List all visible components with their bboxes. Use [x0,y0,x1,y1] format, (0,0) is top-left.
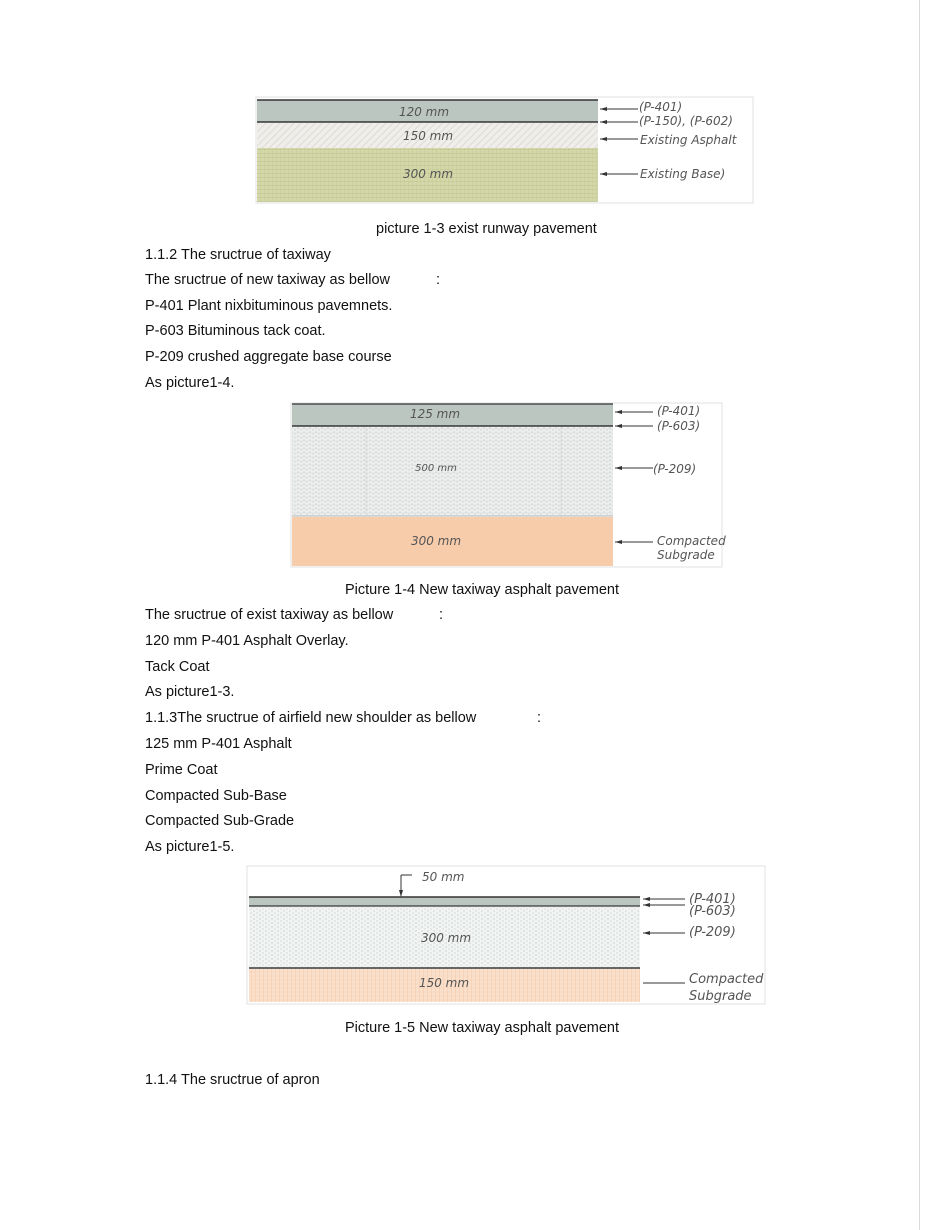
label-p603: (P-603) [689,904,736,919]
reference-text: As picture1-5. [145,839,235,855]
new-taxiway-colon: : [436,272,441,288]
dimension-50mm: 50 mm [422,870,465,884]
caption-figure-1-4: Picture 1-4 New taxiway asphalt pavement [345,582,620,598]
figure-1-5 [247,866,767,1006]
layer-thickness-300: 300 mm [402,167,454,181]
list-item: Tack Coat [145,659,210,675]
list-item: Compacted Sub-Grade [145,813,295,829]
exist-taxiway-colon: : [439,607,444,623]
caption-figure-1-3: picture 1-3 exist runway pavement [376,221,597,237]
label-p209: (P-209) [689,925,736,940]
exist-taxiway-intro: The sructrue of exist taxiway as bellow [145,607,394,623]
figure-1-5-drawing [247,866,767,1006]
list-item: 120 mm P-401 Asphalt Overlay. [145,633,349,649]
page-edge [919,0,920,1230]
list-item: P-209 crushed aggregate base course [145,349,392,365]
label-p401: (P-401) [657,404,701,418]
label-compacted: Compacted [657,534,726,548]
label-p401: (P-401) [689,892,736,907]
figure-1-3 [256,97,756,205]
layer-thickness-150: 150 mm [418,976,470,990]
list-item: P-401 Plant nixbituminous pavemnets. [145,298,393,314]
figure-1-4 [291,403,731,569]
list-item: Compacted Sub-Base [145,788,287,804]
layer-thickness-125: 125 mm [409,407,461,421]
list-item: 125 mm P-401 Asphalt [145,736,292,752]
label-existing-base: Existing Base) [640,167,726,181]
layer-thickness-150: 150 mm [402,129,454,143]
layer-thickness-500: 500 mm [415,463,457,474]
label-p150-p602: (P-150), (P-602) [639,114,733,128]
heading-1-1-2: 1.1.2 The sructrue of taxiway [145,247,331,263]
label-subgrade: Subgrade [657,548,715,562]
label-p209: (P-209) [653,462,697,476]
new-taxiway-intro: The sructrue of new taxiway as bellow [145,272,390,288]
label-p401: (P-401) [639,100,683,114]
list-item: P-603 Bituminous tack coat. [145,323,326,339]
heading-1-1-3: 1.1.3The sructrue of airfield new shoulder as bellow [145,710,477,726]
layer-thickness-300: 300 mm [420,931,472,945]
heading-1-1-4: 1.1.4 The sructrue of apron [145,1072,320,1088]
layer-p401 [249,897,640,906]
label-existing-asphalt: Existing Asphalt [640,133,737,147]
label-compacted: Compacted [689,972,764,987]
reference-text: As picture1-3. [145,684,235,700]
layer-thickness-120: 120 mm [398,105,450,119]
label-p603: (P-603) [657,419,701,433]
layer-thickness-300: 300 mm [410,534,462,548]
caption-figure-1-5: Picture 1-5 New taxiway asphalt pavement [345,1020,620,1036]
figure-1-3-drawing [256,97,756,205]
label-subgrade: Subgrade [689,989,752,1004]
reference-text: As picture1-4. [145,375,235,391]
figure-1-4-drawing [291,403,731,569]
list-item: Prime Coat [145,762,218,778]
shoulder-colon: : [537,710,542,726]
